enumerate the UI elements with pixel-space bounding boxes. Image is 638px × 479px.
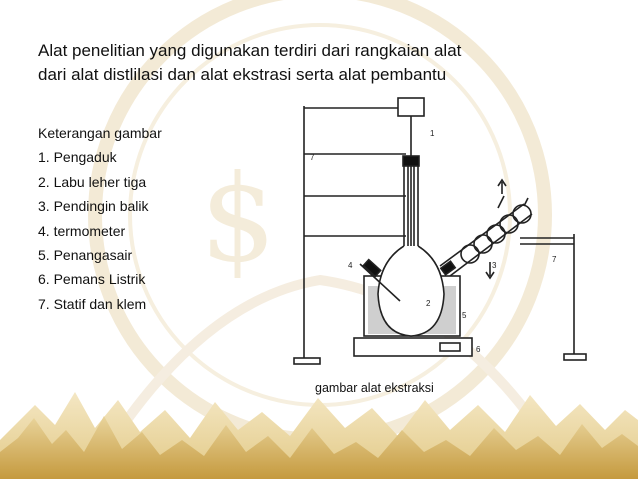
legend-item-pemanas: 6. Pemans Listrik	[38, 271, 146, 288]
legend-item-pengaduk: 1. Pengaduk	[38, 149, 117, 166]
label-3: 3	[492, 261, 497, 270]
figure-legend	[38, 121, 162, 316]
legend-item-labu: 2. Labu leher tiga	[38, 173, 147, 190]
title-line-2: dari alat distlilasi dan alat ekstrasi serta alat pembantu	[38, 65, 447, 84]
legend-item-penangas: 5. Penangasair	[38, 247, 133, 264]
label-5: 5	[462, 311, 467, 320]
legend-item-termometer: 4. termometer	[38, 222, 126, 239]
legend-item-pendingin: 3. Pendingin balik	[38, 198, 149, 215]
extraction-apparatus-diagram	[290, 96, 590, 368]
stirrer-motor	[398, 98, 424, 116]
slide-title	[38, 39, 598, 87]
left-stand-base	[294, 358, 320, 364]
label-4: 4	[348, 261, 353, 270]
stopper	[403, 156, 419, 166]
figure-caption: gambar alat ekstraksi	[315, 381, 434, 395]
label-7a: 7	[310, 153, 315, 162]
label-6: 6	[476, 345, 481, 354]
label-1: 1	[430, 129, 435, 138]
reflux-condenser	[440, 196, 532, 276]
svg-text:$: $	[200, 150, 277, 289]
title-line-1: Alat penelitian yang digunakan terdiri dari rangkaian alat	[38, 41, 462, 60]
legend-heading: Keterangan gambar	[38, 125, 162, 141]
legend-item-statif: 7. Statif dan klem	[38, 295, 147, 312]
label-7b: 7	[552, 255, 557, 264]
right-stand-base	[564, 354, 586, 360]
label-2: 2	[426, 299, 431, 308]
